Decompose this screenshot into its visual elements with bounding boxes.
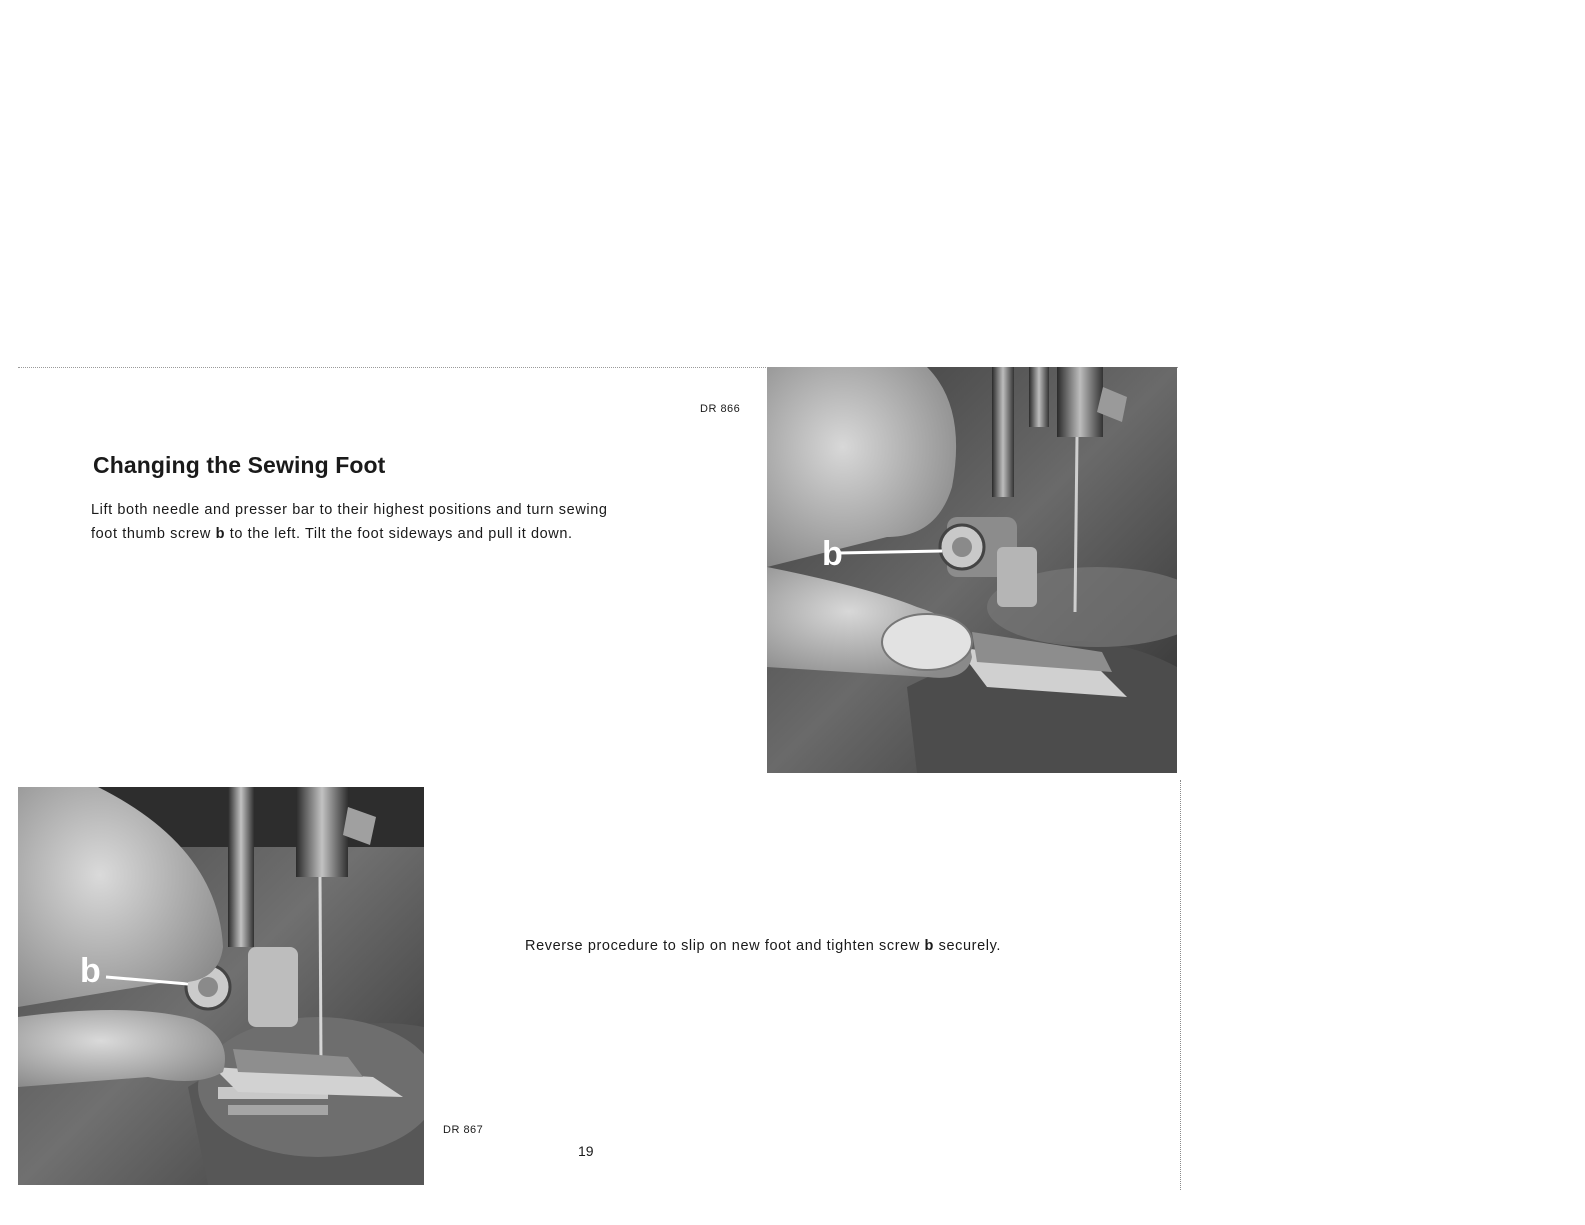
instruction-attach-start: Reverse procedure to slip on new foot and tighten screw (525, 938, 925, 954)
screw-b-label-bottom: b (924, 938, 934, 954)
figure-code-top: DR 866 (700, 403, 741, 415)
screw-b-label: b (215, 526, 226, 542)
right-margin-rule (1180, 780, 1181, 1190)
instruction-line-2-start: foot thumb screw (91, 526, 216, 542)
photo-removing-foot-illustration (767, 367, 1177, 773)
page-number: 19 (578, 1143, 594, 1159)
photo-removing-foot (767, 367, 1177, 773)
instruction-remove-foot (91, 498, 671, 546)
photo-attaching-foot (18, 787, 424, 1185)
instruction-line-2-end: to the left. Tilt the foot sideways and pull it down. (225, 526, 573, 542)
photo-attaching-foot-illustration (18, 787, 424, 1185)
instruction-attach-end: securely. (934, 938, 1001, 954)
callout-b-bottom: b (80, 952, 101, 990)
instruction-attach-foot (525, 938, 1001, 954)
figure-code-bottom: DR 867 (443, 1124, 484, 1136)
section-heading: Changing the Sewing Foot (93, 452, 386, 478)
callout-b-top: b (822, 535, 843, 573)
instruction-line-1: Lift both needle and presser bar to their highest positions and turn sewing (91, 502, 608, 518)
